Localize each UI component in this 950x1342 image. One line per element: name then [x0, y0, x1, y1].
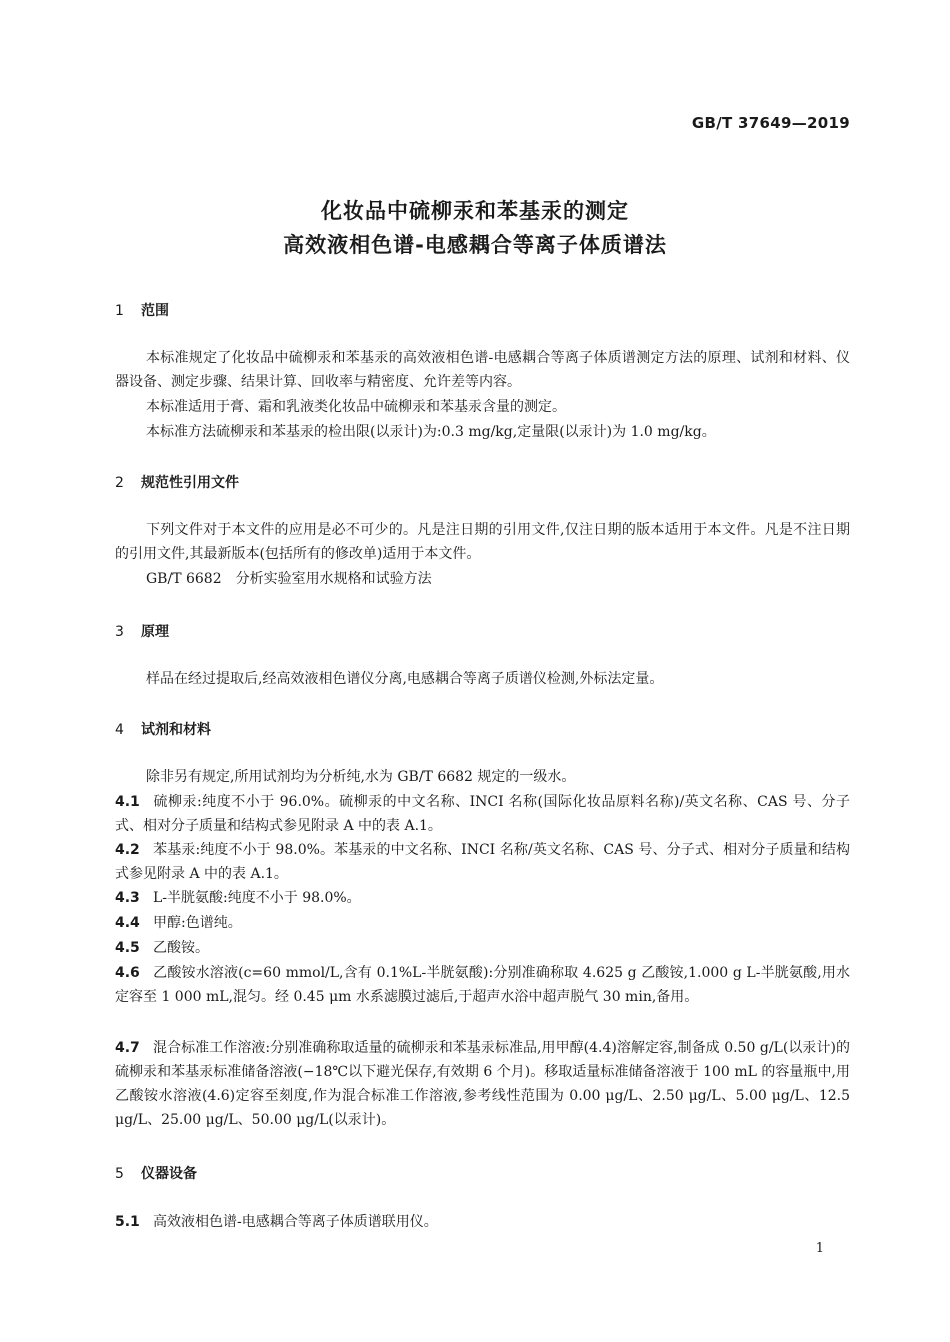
document-title-line-2: 高效液相色谱-电感耦合等离子体质谱法: [283, 233, 667, 257]
section-heading-reagents: [115, 719, 211, 739]
section-number: 2: [115, 475, 124, 491]
section-title: 试剂和材料: [141, 722, 211, 738]
section-title: 仪器设备: [141, 1166, 197, 1182]
clause-number: 4.6: [115, 965, 140, 981]
clause-text: 硫柳汞:纯度不小于 96.0%。硫柳汞的中文名称、INCI 名称(国际化妆品原料名称)/英文名称、CAS 号、分子式、相对分子质量和结构式参见附录 A 中的表 A.1。: [115, 794, 850, 834]
clause-text: 甲醇:色谱纯。: [153, 915, 242, 931]
clause-number: 4.3: [115, 890, 140, 906]
clause-4-5: [115, 936, 850, 960]
section-heading-principle: [115, 621, 169, 641]
section-number: 4: [115, 722, 124, 738]
section-heading-scope: [115, 300, 169, 320]
clause-text: 苯基汞:纯度不小于 98.0%。苯基汞的中文名称、INCI 名称/英文名称、CAS 号、分子式、相对分子质量和结构式参见附录 A 中的表 A.1。: [115, 842, 850, 882]
section-number: 3: [115, 624, 124, 640]
reference-entry: GB/T 6682 分析实验室用水规格和试验方法: [146, 571, 432, 587]
clause-4-4: [115, 911, 850, 935]
paragraph: 下列文件对于本文件的应用是必不可少的。凡是注日期的引用文件,仅注日期的版本适用于本文件。凡是不注日期的引用文件,其最新版本(包括所有的修改单)适用于本文件。: [115, 522, 850, 562]
clause-4-1: [115, 790, 850, 838]
clause-4-7: [115, 1036, 850, 1132]
clause-number: 4.4: [115, 915, 140, 931]
clause-4-3: [115, 886, 850, 910]
clause-text: 乙酸铵。: [153, 940, 209, 956]
paragraph: 本标准方法硫柳汞和苯基汞的检出限(以汞计)为:0.3 mg/kg,定量限(以汞计)为 1.0 mg/kg。: [146, 424, 716, 440]
document-title-line-1: 化妆品中硫柳汞和苯基汞的测定: [321, 199, 629, 223]
paragraph: 样品在经过提取后,经高效液相色谱仪分离,电感耦合等离子质谱仪检测,外标法定量。: [146, 671, 664, 687]
clause-4-2: [115, 838, 850, 886]
clause-text: 混合标准工作溶液:分别准确称取适量的硫柳汞和苯基汞标准品,用甲醇(4.4)溶解定容,制备成 0.50 g/L(以汞计)的硫柳汞和苯基汞标准储备溶液(−18℃以下避光保存,有效期 6 个月)。移取适量标准储备溶液于 100 mL 的容量瓶中,用乙酸铵水溶液(4.6)定容至刻度,作为混合标准工作溶液,参考线性范围为 0.00 μg/L、2.50 μg/L、5.00 μg/L、12.5 μg/L、25.00 μg/L、50.00 μg/L(以汞计)。: [115, 1040, 850, 1128]
section-heading-apparatus: [115, 1163, 197, 1183]
clause-text: 乙酸铵水溶液(c=60 mmol/L,含有 0.1%L-半胱氨酸):分别准确称取 4.625 g 乙酸铵,1.000 g L-半胱氨酸,用水定容至 1 000 mL,混匀。经 0.45 μm 水系滤膜过滤后,于超声水浴中超声脱气 30 min,备用。: [115, 965, 850, 1005]
page-number: 1: [815, 1241, 824, 1256]
section-number: 1: [115, 303, 124, 319]
paragraph: 本标准规定了化妆品中硫柳汞和苯基汞的高效液相色谱-电感耦合等离子体质谱测定方法的原理、试剂和材料、仪器设备、测定步骤、结果计算、回收率与精密度、允许差等内容。: [115, 350, 850, 390]
clause-number: 4.1: [115, 794, 140, 810]
clause-text: L-半胱氨酸:纯度不小于 98.0%。: [153, 890, 361, 906]
standard-number: GB/T 37649—2019: [691, 114, 850, 132]
clause-text: 高效液相色谱-电感耦合等离子体质谱联用仪。: [153, 1214, 438, 1230]
paragraph: 本标准适用于膏、霜和乳液类化妆品中硫柳汞和苯基汞含量的测定。: [146, 399, 566, 415]
section-heading-normative-references: [115, 472, 239, 492]
paragraph: 除非另有规定,所用试剂均为分析纯,水为 GB/T 6682 规定的一级水。: [146, 769, 576, 785]
section-title: 规范性引用文件: [141, 475, 239, 491]
clause-number: 4.5: [115, 940, 140, 956]
section-title: 原理: [141, 624, 169, 640]
clause-5-1: [115, 1210, 850, 1234]
clause-number: 4.7: [115, 1040, 140, 1056]
clause-number: 4.2: [115, 842, 140, 858]
section-title: 范围: [141, 303, 169, 319]
clause-number: 5.1: [115, 1214, 140, 1230]
clause-4-6: [115, 961, 850, 1009]
section-number: 5: [115, 1166, 124, 1182]
